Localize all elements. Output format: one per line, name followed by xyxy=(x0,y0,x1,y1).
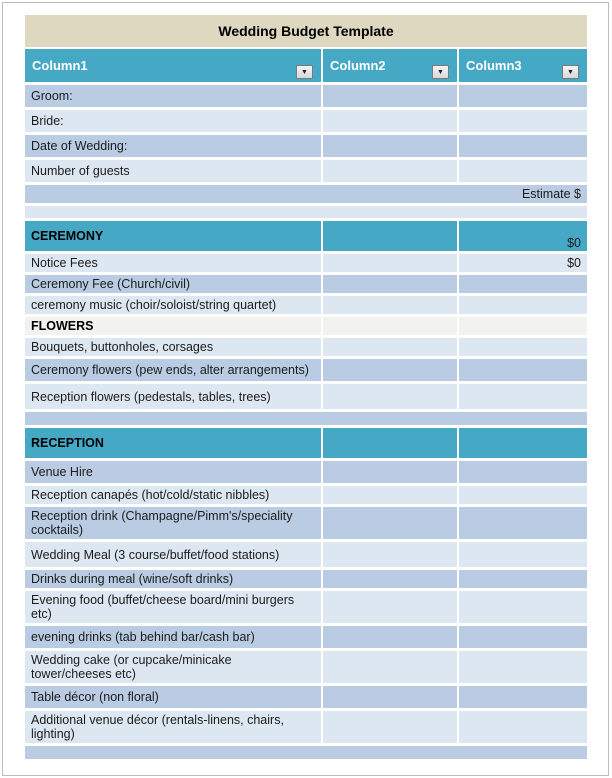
spreadsheet-title-bar xyxy=(25,15,587,47)
merged-cell[interactable] xyxy=(25,206,587,218)
row-value-cell[interactable] xyxy=(459,428,587,458)
row-estimate-cell[interactable] xyxy=(323,160,457,182)
row-estimate-cell[interactable] xyxy=(323,711,457,743)
spacer-row xyxy=(25,206,587,218)
row-label-cell[interactable] xyxy=(25,542,321,567)
row-value-cell[interactable] xyxy=(459,85,587,107)
row-estimate-cell[interactable] xyxy=(323,626,457,648)
row-label: Evening food (buffet/cheese board/mini burgers etc) xyxy=(31,593,295,621)
table-row xyxy=(25,275,587,293)
row-estimate-cell[interactable] xyxy=(323,686,457,708)
row-label: RECEPTION xyxy=(31,436,104,450)
row-label-cell[interactable] xyxy=(25,461,321,483)
column-header-label: Column3 xyxy=(466,58,522,73)
row-value-cell[interactable] xyxy=(459,160,587,182)
row-label-cell[interactable] xyxy=(25,507,321,539)
row-label: evening drinks (tab behind bar/cash bar) xyxy=(31,630,255,644)
row-label-cell[interactable] xyxy=(25,85,321,107)
subsection-row xyxy=(25,317,587,335)
dropdown-arrow-icon: ▼ xyxy=(301,68,308,76)
table-row xyxy=(25,160,587,182)
row-estimate-cell[interactable] xyxy=(323,486,457,504)
row-label: Table décor (non floral) xyxy=(31,690,159,704)
filter-dropdown-button[interactable] xyxy=(296,65,313,79)
table-row xyxy=(25,461,587,483)
merged-cell[interactable] xyxy=(25,185,587,203)
row-value-cell[interactable] xyxy=(459,591,587,623)
row-label-cell[interactable] xyxy=(25,486,321,504)
row-value-cell[interactable] xyxy=(459,359,587,381)
row-label-cell[interactable] xyxy=(25,626,321,648)
filter-dropdown-button[interactable] xyxy=(562,65,579,79)
row-estimate-cell[interactable] xyxy=(323,110,457,132)
row-value: $0 xyxy=(567,256,581,270)
row-label-cell[interactable] xyxy=(25,651,321,683)
section-row xyxy=(25,428,587,458)
dropdown-arrow-icon: ▼ xyxy=(437,68,444,76)
row-label: Wedding cake (or cupcake/minicake tower/cheeses etc) xyxy=(31,653,232,681)
row-label: Notice Fees xyxy=(31,256,98,270)
row-value: Estimate $ xyxy=(521,187,581,201)
row-estimate-cell[interactable] xyxy=(323,338,457,356)
row-label-cell[interactable] xyxy=(25,275,321,293)
page-title: Wedding Budget Template xyxy=(218,23,394,39)
row-estimate-cell[interactable] xyxy=(323,384,457,409)
table-row xyxy=(25,542,587,567)
row-estimate-cell[interactable] xyxy=(323,221,457,251)
column-header-column2[interactable] xyxy=(323,49,457,82)
merged-cell[interactable] xyxy=(25,746,587,759)
merged-cell[interactable] xyxy=(25,412,587,425)
row-estimate-cell[interactable] xyxy=(323,359,457,381)
table-row xyxy=(25,296,587,314)
row-estimate-cell[interactable] xyxy=(323,85,457,107)
row-value-cell[interactable] xyxy=(459,254,587,272)
table-row xyxy=(25,135,587,157)
section-row xyxy=(25,221,587,251)
column-header-label: Column1 xyxy=(32,58,88,73)
row-estimate-cell[interactable] xyxy=(323,135,457,157)
table-row xyxy=(25,359,587,381)
row-value-cell[interactable] xyxy=(459,542,587,567)
row-value-cell[interactable] xyxy=(459,711,587,743)
table-body xyxy=(25,85,587,759)
column-header-column1[interactable] xyxy=(25,49,321,82)
row-label-cell[interactable] xyxy=(25,254,321,272)
row-label: Additional venue décor (rentals-linens, chairs, lighting) xyxy=(31,713,284,741)
spacer-row xyxy=(25,412,587,425)
dropdown-arrow-icon: ▼ xyxy=(567,68,574,76)
row-value-cell[interactable] xyxy=(459,135,587,157)
table-row xyxy=(25,626,587,648)
filter-dropdown-button[interactable] xyxy=(432,65,449,79)
row-value: $0 xyxy=(567,236,581,250)
row-label-cell[interactable] xyxy=(25,296,321,314)
row-estimate-cell[interactable] xyxy=(323,461,457,483)
row-estimate-cell[interactable] xyxy=(323,507,457,539)
row-estimate-cell[interactable] xyxy=(323,570,457,588)
row-label: Drinks during meal (wine/soft drinks) xyxy=(31,572,234,586)
row-label: Ceremony Fee (Church/civil) xyxy=(31,277,191,291)
table-row xyxy=(25,651,587,683)
row-label: FLOWERS xyxy=(31,319,94,333)
row-value-cell[interactable] xyxy=(459,221,587,251)
table-row xyxy=(25,338,587,356)
row-value-cell[interactable] xyxy=(459,651,587,683)
row-label-cell[interactable] xyxy=(25,384,321,409)
column-header-column3[interactable] xyxy=(459,49,587,82)
row-estimate-cell[interactable] xyxy=(323,591,457,623)
row-label: Groom: xyxy=(31,89,73,103)
row-value-cell[interactable] xyxy=(459,570,587,588)
table-row xyxy=(25,384,587,409)
row-label-cell[interactable] xyxy=(25,711,321,743)
column-header-label: Column2 xyxy=(330,58,386,73)
table-row xyxy=(25,85,587,107)
row-label-cell[interactable] xyxy=(25,570,321,588)
row-value-cell[interactable] xyxy=(459,626,587,648)
table-row xyxy=(25,507,587,539)
row-label: Reception canapés (hot/cold/static nibbles) xyxy=(31,488,270,502)
row-label: Bouquets, buttonholes, corsages xyxy=(31,340,214,354)
table-row xyxy=(25,486,587,504)
table-row xyxy=(25,591,587,623)
row-label: Wedding Meal (3 course/buffet/food stations) xyxy=(31,547,280,562)
row-label: Ceremony flowers (pew ends, alter arrangements) xyxy=(31,363,309,377)
table-row xyxy=(25,686,587,708)
row-label: Bride: xyxy=(31,114,64,128)
column-header-row xyxy=(25,49,587,82)
row-estimate-cell[interactable] xyxy=(323,651,457,683)
row-value-cell[interactable] xyxy=(459,686,587,708)
row-value-cell[interactable] xyxy=(459,275,587,293)
row-label: Reception drink (Champagne/Pimm's/speciality cocktails) xyxy=(31,509,293,537)
row-estimate-cell[interactable] xyxy=(323,542,457,567)
spacer-row xyxy=(25,746,587,759)
row-label-cell[interactable] xyxy=(25,135,321,157)
row-label-cell[interactable] xyxy=(25,338,321,356)
table-row xyxy=(25,254,587,272)
table-row xyxy=(25,570,587,588)
row-label: ceremony music (choir/soloist/string quartet) xyxy=(31,298,277,312)
row-label: Venue Hire xyxy=(31,465,93,479)
row-value-cell[interactable] xyxy=(459,338,587,356)
row-label-cell[interactable] xyxy=(25,110,321,132)
table-row xyxy=(25,110,587,132)
row-label-cell[interactable] xyxy=(25,359,321,381)
row-estimate-cell[interactable] xyxy=(323,317,457,335)
row-value-cell[interactable] xyxy=(459,110,587,132)
row-label-cell[interactable] xyxy=(25,428,321,458)
row-label: Date of Wedding: xyxy=(31,139,128,153)
table-row xyxy=(25,711,587,743)
row-value-cell[interactable] xyxy=(459,317,587,335)
row-value-cell[interactable] xyxy=(459,507,587,539)
row-value-cell[interactable] xyxy=(459,296,587,314)
row-estimate-cell[interactable] xyxy=(323,254,457,272)
row-estimate-cell[interactable] xyxy=(323,296,457,314)
row-label-cell[interactable] xyxy=(25,317,321,335)
row-label: CEREMONY xyxy=(31,229,104,243)
row-label: Reception flowers (pedestals, tables, trees) xyxy=(31,389,271,404)
row-estimate-cell[interactable] xyxy=(323,275,457,293)
table-row xyxy=(25,185,587,203)
row-label-cell[interactable] xyxy=(25,160,321,182)
row-label-cell[interactable] xyxy=(25,591,321,623)
row-label-cell[interactable] xyxy=(25,686,321,708)
row-value-cell[interactable] xyxy=(459,486,587,504)
row-label: Number of guests xyxy=(31,164,130,178)
row-value-cell[interactable] xyxy=(459,384,587,409)
row-label-cell[interactable] xyxy=(25,221,321,251)
row-estimate-cell[interactable] xyxy=(323,428,457,458)
row-value-cell[interactable] xyxy=(459,461,587,483)
spreadsheet-table xyxy=(25,15,587,762)
